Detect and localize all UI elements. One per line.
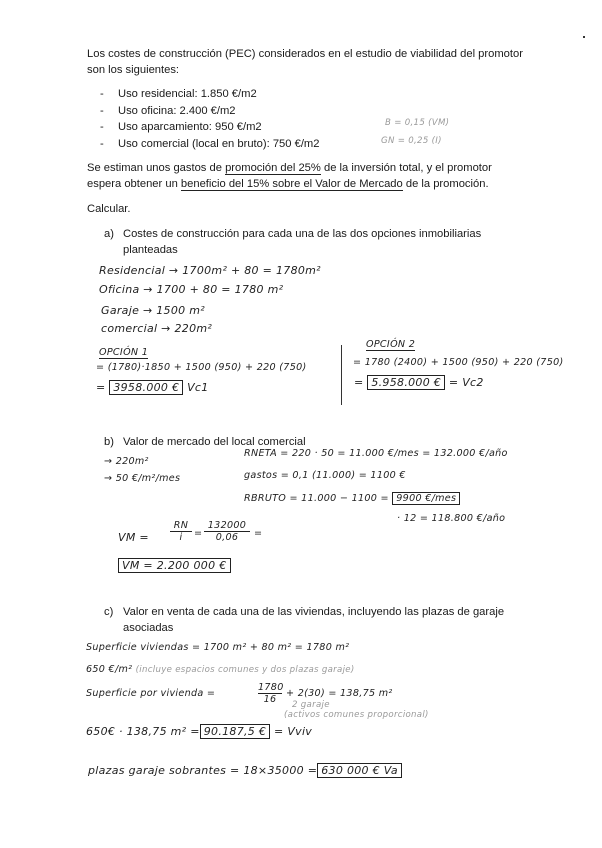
options-divider — [341, 345, 342, 405]
option-1-tag: Vc1 — [187, 381, 209, 394]
answer-b-area: → 220m² — [104, 456, 149, 467]
answer-c-fraction: 1780 16 — [258, 682, 284, 705]
answer-b-rent: → 50 €/m²/mes — [104, 473, 181, 484]
list-item: - Uso comercial (local en bruto): 750 €/m2 — [100, 137, 320, 150]
option-2-title: OPCIÓN 2 — [366, 339, 416, 350]
answer-c-note-garaje: 2 garaje — [292, 700, 330, 710]
answer-b-annual: · 12 = 118.800 €/año — [397, 513, 506, 524]
option-2-result: 5.958.000 € — [367, 375, 445, 390]
question-c-label: c) — [104, 606, 114, 618]
answer-c-plazas: plazas garaje sobrantes = 18×35000 = 630 000 € Va — [88, 764, 402, 777]
answer-b-frac1: RN i — [170, 520, 192, 543]
margin-note-b: B = 0,15 (VM) — [385, 118, 450, 128]
scan-speck — [583, 36, 585, 38]
option-1-title: OPCIÓN 1 — [99, 347, 149, 358]
answer-c-plazas-result: 630 000 € Va — [317, 763, 402, 778]
answer-b-vm-label: VM = — [118, 531, 149, 544]
calcular-heading: Calcular. — [87, 203, 131, 215]
estimate-underlined-1: promoción del 25% — [225, 162, 321, 174]
cost-oficina: Uso oficina: 2.400 €/m2 — [118, 104, 236, 117]
answer-c-valor-result: 90.187,5 € — [200, 724, 270, 739]
answer-a-comercial: comercial → 220m² — [101, 322, 213, 335]
cost-comercial: Uso comercial (local en bruto): 750 €/m2 — [118, 137, 320, 150]
answer-b-frac2: 132000 0,06 — [204, 520, 250, 543]
cost-residencial: Uso residencial: 1.850 €/m2 — [118, 88, 257, 100]
question-a-label: a) — [104, 228, 114, 240]
answer-b-eq-2: = — [254, 528, 263, 539]
answer-b-gastos: gastos = 0,1 (11.000) = 1100 € — [244, 470, 406, 481]
option-1-formula: = (1780)·1850 + 1500 (950) + 220 (750) — [96, 362, 307, 373]
answer-b-rbruto: RBRUTO = 11.000 − 1100 = 9900 €/mes — [244, 493, 460, 504]
option-1-result: 3958.000 € — [109, 380, 183, 395]
estimate-text: Se estiman unos gastos de — [87, 162, 226, 174]
margin-note-gn: GN = 0,25 (I) — [381, 136, 442, 146]
cost-list — [100, 86, 319, 152]
answer-c-superficie-result: + 2(30) = 138,75 m² — [286, 688, 393, 699]
estimate-paragraph — [87, 160, 527, 192]
estimate-text-2: de la inversión total, y el promotor espera obtener un — [87, 162, 492, 190]
answer-a-residencial: Residencial → 1700m² + 80 = 1780m² — [99, 264, 321, 277]
list-item: - Uso aparcamiento: 950 €/m2 — [100, 121, 262, 133]
answer-c-price: 650 €/m² (incluye espacios comunes y dos plazas garaje) — [86, 664, 355, 675]
answer-c-price-note: (incluye espacios comunes y dos plazas garaje) — [135, 665, 355, 675]
question-a-text: Costes de construcción para cada una de las dos opciones inmobiliarias planteadas — [123, 228, 482, 256]
question-b-label: b) — [104, 436, 114, 448]
option-2-formula: = 1780 (2400) + 1500 (950) + 220 (750) — [353, 357, 564, 368]
answer-c-superficie: Superficie viviendas = 1700 m² + 80 m² = 1780 m² — [86, 642, 350, 653]
question-c-text: Valor en venta de cada una de las viviendas, incluyendo las plazas de garaje asociadas — [123, 606, 505, 634]
answer-c-superficie-vivienda: Superficie por vivienda = — [86, 688, 216, 699]
option-2-result-line: = 5.958.000 € = Vc2 — [354, 376, 484, 389]
option-2-tag: = Vc2 — [448, 376, 484, 389]
answer-c-valor-tag: = Vviv — [274, 725, 313, 738]
answer-b-vm-result: VM = 2.200 000 € — [118, 559, 231, 572]
estimate-text-3: de la promoción. — [402, 178, 489, 190]
answer-c-note-comunes: (activos comunes proporcional) — [284, 710, 429, 720]
list-item: - Uso oficina: 2.400 €/m2 — [100, 104, 236, 117]
cost-aparcamiento: Uso aparcamiento: 950 €/m2 — [118, 121, 262, 133]
estimate-underlined-2: beneficio del 15% sobre el Valor de Mercado — [180, 178, 403, 190]
question-b-text: Valor de mercado del local comercial — [123, 436, 306, 448]
list-item: - Uso residencial: 1.850 €/m2 — [100, 88, 257, 100]
answer-a-oficina: Oficina → 1700 + 80 = 1780 m² — [99, 283, 284, 296]
answer-b-eq: = — [194, 528, 203, 539]
answer-c-valor-vivienda: 650€ · 138,75 m² = 90.187,5 € = Vviv — [86, 725, 313, 738]
answer-a-garaje: Garaje → 1500 m² — [101, 304, 205, 317]
answer-b-rbruto-result: 9900 €/mes — [392, 492, 460, 505]
answer-b-rneta: RNETA = 220 · 50 = 11.000 €/mes = 132.000 €/año — [244, 448, 508, 459]
option-1-result-line: = 3958.000 € Vc1 — [96, 381, 209, 394]
intro-paragraph: Los costes de construcción (PEC) considerados en el estudio de viabilidad del promotor son los siguientes: — [87, 48, 523, 76]
